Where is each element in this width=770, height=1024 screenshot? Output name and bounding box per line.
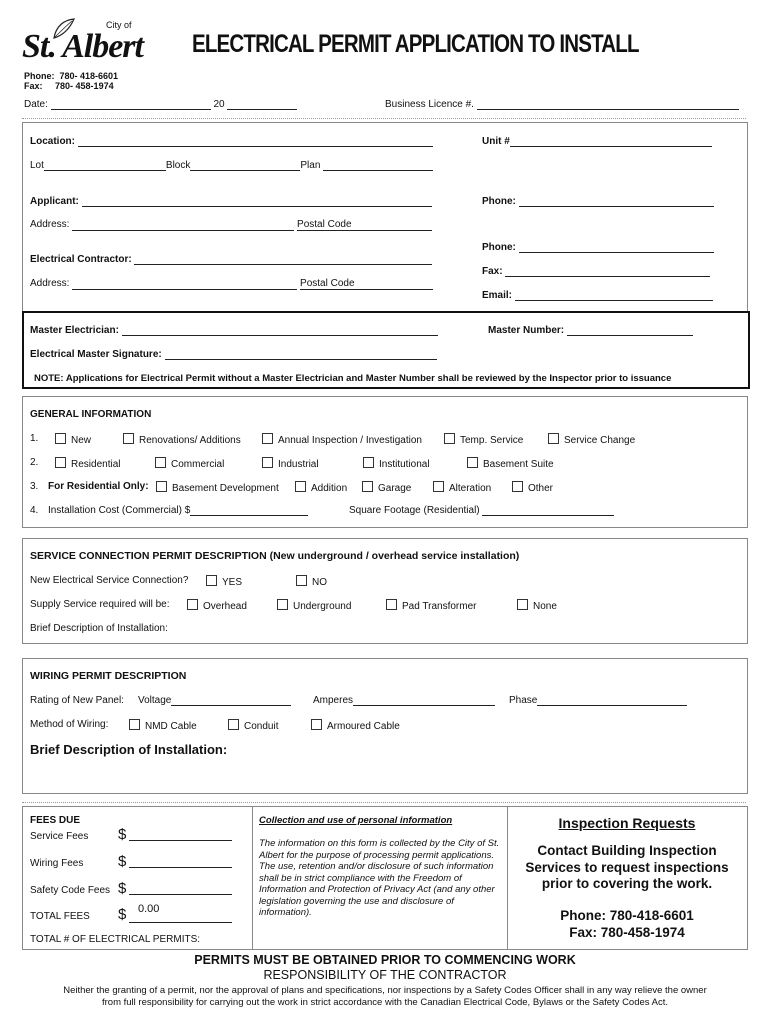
inspection-fax: Fax: 780-458-1974 xyxy=(569,924,685,940)
checkbox-basement-suite[interactable]: Basement Suite xyxy=(467,457,554,470)
contractor-phone-field: Phone: xyxy=(482,242,714,253)
inspection-message: Contact Building Inspection Services to request inspections prior to covering the work. xyxy=(525,843,729,891)
checkbox-addition[interactable]: Addition xyxy=(295,481,347,494)
lot-input[interactable] xyxy=(44,160,166,171)
method-label: Method of Wiring: xyxy=(30,719,109,730)
inspection-title: Inspection Requests xyxy=(558,815,696,831)
applicant-phone-field: Phone: xyxy=(482,196,714,207)
contractor-email-input[interactable] xyxy=(515,290,713,301)
master-electrician-input[interactable] xyxy=(122,325,438,336)
new-connection-label: New Electrical Service Connection? xyxy=(30,575,189,586)
checkbox-alteration[interactable]: Alteration xyxy=(433,481,491,494)
city-logo xyxy=(20,18,155,70)
wiring-fees-label: Wiring Fees xyxy=(30,858,84,869)
checkbox-temp-service[interactable]: Temp. Service xyxy=(444,433,523,446)
checkbox-garage[interactable]: Garage xyxy=(362,481,411,494)
sqft-input[interactable] xyxy=(482,505,614,516)
checkbox-no[interactable]: NO xyxy=(296,575,327,588)
service-fees-input[interactable] xyxy=(129,830,232,841)
footer-disclaimer-1: Neither the granting of a permit, nor the approval of plans and specifications, nor inspections by a Safety Codes Officer shall in any way relieve the owner xyxy=(63,985,707,996)
checkbox-armoured-cable[interactable]: Armoured Cable xyxy=(311,719,400,732)
checkbox-pad-transformer[interactable]: Pad Transformer xyxy=(386,599,476,612)
business-licence-field: Business Licence #. xyxy=(385,99,739,110)
total-fees-input[interactable] xyxy=(129,903,232,923)
amperes-input[interactable] xyxy=(353,695,495,706)
header-fax: Fax: 780- 458-1974 xyxy=(24,81,114,91)
inspection-contact xyxy=(508,908,746,941)
phase-field: Phase xyxy=(509,695,687,706)
checkbox-service-change[interactable]: Service Change xyxy=(548,433,635,446)
unit-input[interactable] xyxy=(510,136,712,147)
contractor-postal-input[interactable] xyxy=(355,279,433,290)
contractor-field: Electrical Contractor: xyxy=(30,254,432,265)
safety-fees-label: Safety Code Fees xyxy=(30,885,111,896)
contractor-email-field: Email: xyxy=(482,290,713,301)
safety-fees-input[interactable] xyxy=(129,884,232,895)
checkbox-yes[interactable]: YES xyxy=(206,575,242,588)
service-fees-label: Service Fees xyxy=(30,831,89,842)
dollar-sign: $ xyxy=(118,853,127,870)
location-input[interactable] xyxy=(78,136,433,147)
contractor-fax-input[interactable] xyxy=(505,266,710,277)
contractor-input[interactable] xyxy=(134,254,432,265)
checkbox-residential[interactable]: Residential xyxy=(55,457,120,470)
privacy-title: Collection and use of personal information xyxy=(259,815,453,826)
total-permits-label: TOTAL # OF ELECTRICAL PERMITS: xyxy=(30,934,201,945)
general-row-3-num: 3. xyxy=(30,481,39,492)
applicant-address-field: Address: Postal Code xyxy=(30,219,432,231)
voltage-input[interactable] xyxy=(171,695,291,706)
phase-input[interactable] xyxy=(537,695,687,706)
checkbox-underground[interactable]: Underground xyxy=(277,599,351,612)
contractor-fax-field: Fax: xyxy=(482,266,710,277)
applicant-postal-input[interactable] xyxy=(352,220,432,231)
unit-field: Unit # xyxy=(482,136,712,147)
service-brief-label: Brief Description of Installation: xyxy=(30,623,168,634)
contractor-phone-input[interactable] xyxy=(519,242,714,253)
applicant-address-input[interactable] xyxy=(72,220,294,231)
checkbox-commercial[interactable]: Commercial xyxy=(155,457,224,470)
checkbox-other[interactable]: Other xyxy=(512,481,553,494)
inspection-phone: Phone: 780-418-6601 xyxy=(560,908,694,923)
dollar-sign: $ xyxy=(118,880,127,897)
checkbox-annual-inspection[interactable]: Annual Inspection / Investigation xyxy=(262,433,422,446)
page-title: ELECTRICAL PERMIT APPLICATION TO INSTALL xyxy=(192,30,639,58)
checkbox-nmd-cable[interactable]: NMD Cable xyxy=(129,719,197,732)
master-electrician-field: Master Electrician: xyxy=(30,325,438,336)
applicant-input[interactable] xyxy=(82,196,432,207)
master-number-input[interactable] xyxy=(567,325,693,336)
rating-label: Rating of New Panel: xyxy=(30,695,124,706)
checkbox-industrial[interactable]: Industrial xyxy=(262,457,319,470)
contractor-address-field: Address: Postal Code xyxy=(30,278,433,290)
wiring-brief-label: Brief Description of Installation: xyxy=(30,742,228,757)
date-field: Date: 20 xyxy=(24,99,297,110)
dollar-sign: $ xyxy=(118,906,127,923)
footer-responsibility: RESPONSIBILITY OF THE CONTRACTOR xyxy=(263,968,507,982)
wiring-fees-input[interactable] xyxy=(129,857,232,868)
applicant-field: Applicant: xyxy=(30,196,432,207)
column-divider xyxy=(252,806,253,950)
supply-label: Supply Service required will be: xyxy=(30,599,170,610)
lot-block-plan: Lot Block Plan xyxy=(30,160,433,171)
applicant-phone-input[interactable] xyxy=(519,196,714,207)
header-phone: Phone: 780- 418-6601 xyxy=(24,71,119,81)
logo-city-of: City of xyxy=(106,20,132,30)
checkbox-renovations[interactable]: Renovations/ Additions xyxy=(123,433,241,446)
checkbox-new[interactable]: New xyxy=(55,433,91,446)
residential-only-label: For Residential Only: xyxy=(48,481,149,492)
business-licence-input[interactable] xyxy=(477,99,739,110)
plan-input[interactable] xyxy=(323,160,433,171)
general-title: GENERAL INFORMATION xyxy=(30,409,152,420)
logo-name: St. Albert xyxy=(22,28,143,65)
date-input[interactable] xyxy=(51,99,211,110)
sqft-field: Square Footage (Residential) xyxy=(349,505,614,516)
contractor-address-input[interactable] xyxy=(72,279,297,290)
checkbox-conduit[interactable]: Conduit xyxy=(228,719,278,732)
footer-permits-notice: PERMITS MUST BE OBTAINED PRIOR TO COMMENCING WORK xyxy=(194,953,576,967)
block-input[interactable] xyxy=(190,160,300,171)
checkbox-overhead[interactable]: Overhead xyxy=(187,599,247,612)
checkbox-institutional[interactable]: Institutional xyxy=(363,457,430,470)
footer-disclaimer-2: from full responsibility for carrying out the work in strict accordance with the Canadian Electrical Code, Bylaws or the Safety Codes Act. xyxy=(101,997,669,1008)
privacy-body: The information on this form is collected by the City of St. Albert for the purpose of processing permit applications. The use, retention and/or disclosure of such information shall be in strict compliance with the Freedom of Information and Protection of Privacy Act (and any other legislation governing the use and disclosure of information). xyxy=(259,838,500,918)
master-signature-field: Electrical Master Signature: xyxy=(30,349,437,360)
install-cost-input[interactable] xyxy=(190,505,308,516)
fees-title: FEES DUE xyxy=(30,815,81,826)
general-row-4-num: 4. xyxy=(30,505,39,516)
dollar-sign: $ xyxy=(118,826,127,843)
year-input[interactable] xyxy=(227,99,297,110)
wiring-title: WIRING PERMIT DESCRIPTION xyxy=(30,670,187,682)
master-note: NOTE: Applications for Electrical Permit without a Master Electrician and Master Number shall be reviewed by the Inspector prior to issuance xyxy=(34,373,672,384)
checkbox-none[interactable]: None xyxy=(517,599,557,612)
general-row-1-num: 1. xyxy=(30,433,39,444)
general-row-2-num: 2. xyxy=(30,457,39,468)
service-title: SERVICE CONNECTION PERMIT DESCRIPTION (New underground / overhead service installation) xyxy=(30,550,520,562)
checkbox-basement-development[interactable]: Basement Development xyxy=(156,481,279,494)
divider xyxy=(22,118,746,119)
total-fees-label: TOTAL FEES xyxy=(30,911,90,922)
master-signature-input[interactable] xyxy=(165,349,437,360)
master-number-field: Master Number: xyxy=(488,325,693,336)
amperes-field: Amperes xyxy=(313,695,495,706)
total-fees-value: 0.00 xyxy=(138,903,160,915)
divider xyxy=(22,802,746,803)
install-cost-field: Installation Cost (Commercial) $ xyxy=(48,505,308,516)
voltage-field: Voltage xyxy=(138,695,291,706)
location-field: Location: xyxy=(30,136,433,147)
